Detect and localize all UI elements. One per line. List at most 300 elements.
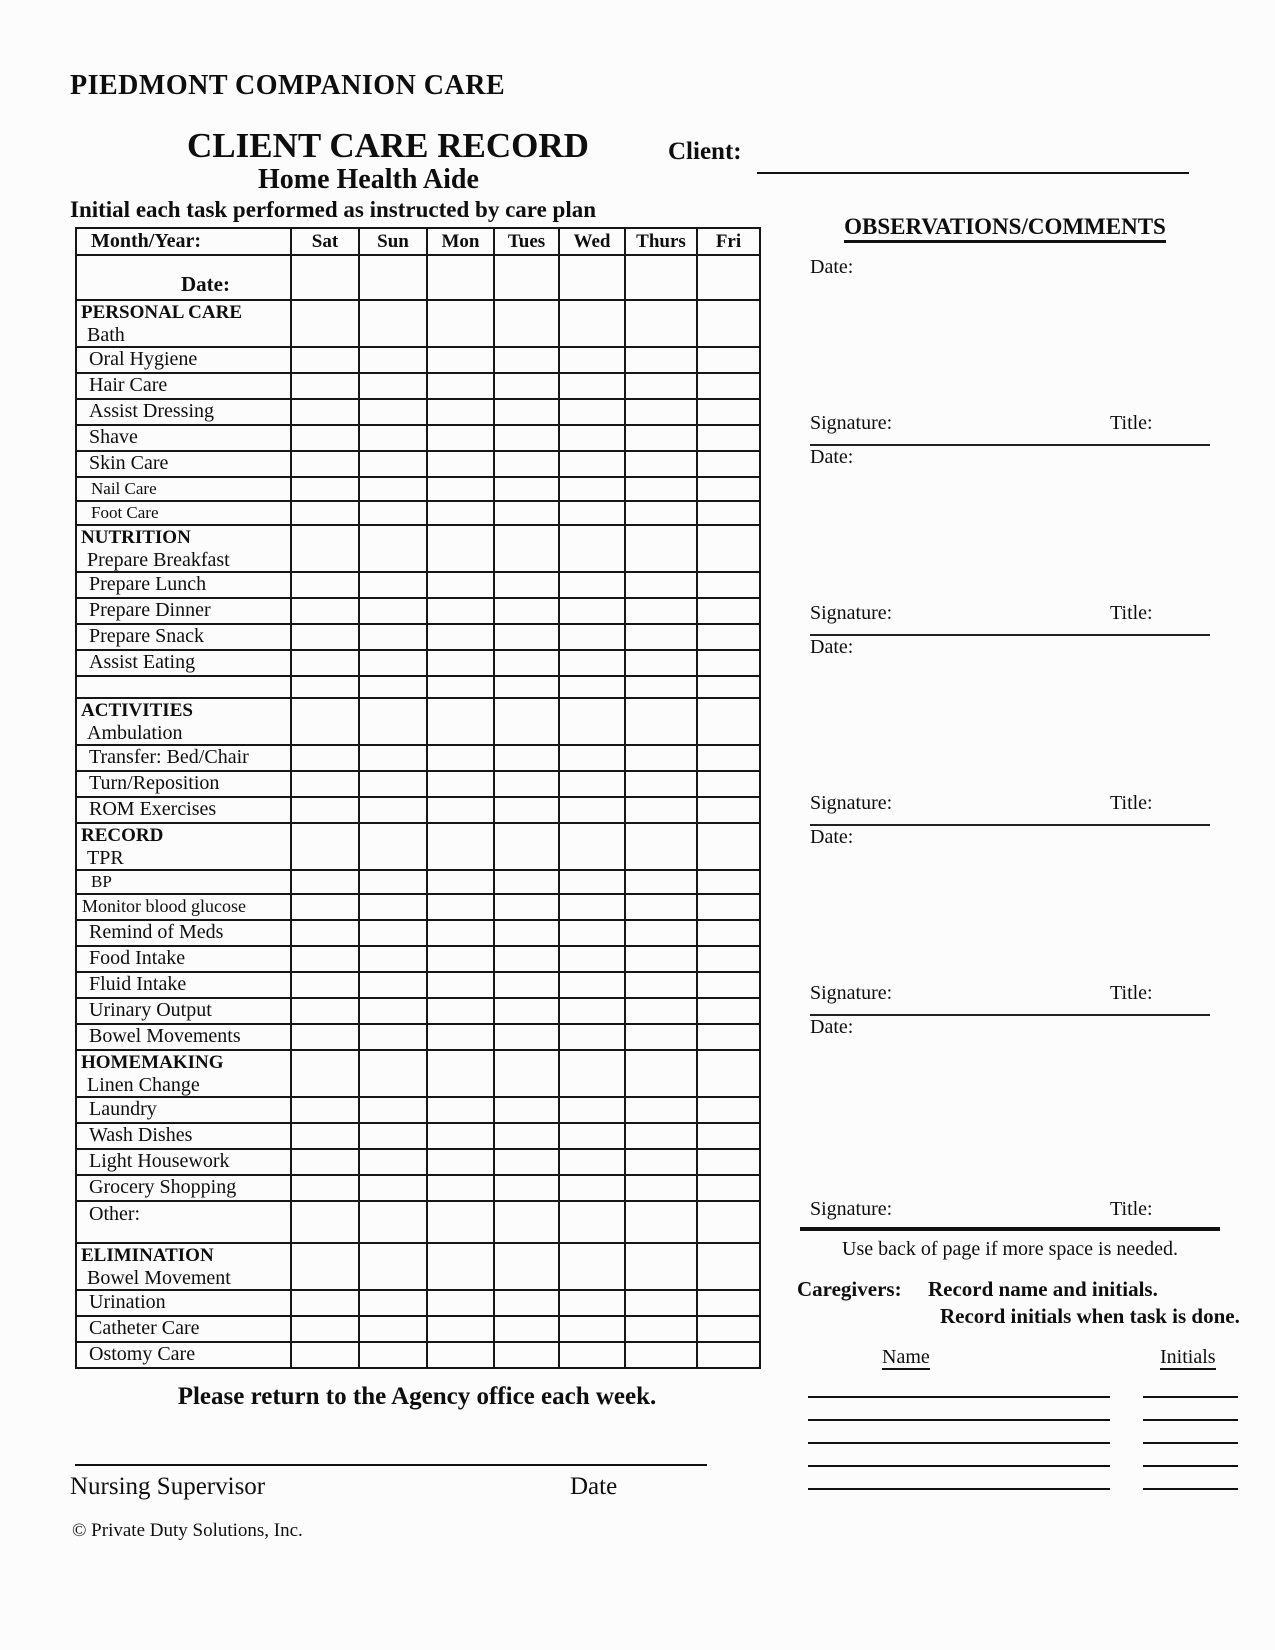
initial-cell [494, 920, 559, 946]
initial-cell [427, 501, 494, 525]
caregiver-name-line [808, 1488, 1110, 1490]
initial-cell [291, 624, 359, 650]
initial-cell [427, 477, 494, 501]
company-name: PIEDMONT COMPANION CARE [70, 70, 506, 101]
initial-cell [291, 998, 359, 1024]
title-label: Title: [1110, 982, 1153, 1004]
task-label: Foot Care [91, 503, 159, 522]
task-label-cell [76, 501, 291, 525]
initial-cell [697, 1290, 760, 1316]
initial-cell [559, 1201, 625, 1243]
initial-cell [625, 771, 697, 797]
table-row [76, 1149, 760, 1175]
initial-cell [291, 920, 359, 946]
task-label-cell [76, 1050, 291, 1097]
initial-cell [559, 501, 625, 525]
day-column-header: Tues [494, 228, 559, 255]
task-label: Ambulation [87, 722, 183, 744]
table-row [76, 1024, 760, 1050]
task-label: Light Housework [89, 1150, 230, 1172]
table-row [76, 745, 760, 771]
initial-cell [427, 1024, 494, 1050]
initial-cell [625, 698, 697, 745]
initial-cell [427, 998, 494, 1024]
initial-cell [494, 451, 559, 477]
initial-cell [359, 300, 427, 347]
table-row [76, 624, 760, 650]
initial-cell [427, 676, 494, 698]
table-row [76, 347, 760, 373]
initial-cell [359, 347, 427, 373]
section-label: PERSONAL CARE [81, 302, 242, 323]
signature-label: Signature: [810, 412, 893, 434]
task-label-cell [76, 373, 291, 399]
initial-cell [559, 477, 625, 501]
initial-cell [494, 1149, 559, 1175]
initial-cell [291, 823, 359, 870]
caregiver-initials-line [1143, 1488, 1238, 1490]
initial-cell [359, 823, 427, 870]
task-label-cell [76, 698, 291, 745]
return-note: Please return to the Agency office each week. [177, 1383, 657, 1410]
initial-cell [625, 1290, 697, 1316]
initial-cell [559, 255, 625, 300]
initial-cell [697, 373, 760, 399]
initial-cell [427, 1149, 494, 1175]
table-row [76, 373, 760, 399]
task-label-cell [76, 1342, 291, 1368]
table-header-row [76, 228, 760, 255]
task-label-cell [76, 998, 291, 1024]
initial-cell [427, 946, 494, 972]
initial-cell [291, 373, 359, 399]
initial-cell [359, 425, 427, 451]
signature-title-row [810, 602, 1210, 625]
initial-cell [625, 399, 697, 425]
initial-cell [625, 501, 697, 525]
initial-cell [291, 1243, 359, 1290]
initial-cell [359, 477, 427, 501]
task-label-cell [76, 1024, 291, 1050]
initial-cell [427, 1201, 494, 1243]
title-label: Title: [1110, 1198, 1153, 1220]
task-label-cell [76, 1149, 291, 1175]
signature-label: Signature: [810, 792, 893, 814]
observation-write-space [810, 1039, 1210, 1198]
initial-cell [494, 1123, 559, 1149]
initial-cell [427, 373, 494, 399]
initial-cell [359, 501, 427, 525]
initial-cell [494, 598, 559, 624]
table-row [76, 1123, 760, 1149]
table-row [76, 1290, 760, 1316]
initial-cell [427, 624, 494, 650]
initial-cell [427, 1243, 494, 1290]
initial-cell [559, 373, 625, 399]
initial-cell [625, 1024, 697, 1050]
task-label-cell [76, 1243, 291, 1290]
task-label: Shave [89, 426, 138, 448]
copyright-text: © Private Duty Solutions, Inc. [72, 1520, 303, 1541]
initial-cell [291, 870, 359, 894]
initial-cell [494, 797, 559, 823]
task-label: Skin Care [89, 452, 169, 474]
task-label-cell [76, 399, 291, 425]
initial-cell [494, 998, 559, 1024]
day-column-header: Thurs [625, 228, 697, 255]
initial-cell [559, 946, 625, 972]
initial-cell [359, 650, 427, 676]
initial-cell [359, 698, 427, 745]
initial-cell [625, 1050, 697, 1097]
observation-date-label: Date: [810, 826, 854, 848]
table-row [76, 823, 760, 870]
table-row [76, 1316, 760, 1342]
initial-cell [559, 998, 625, 1024]
initials-column-header: Initials [1160, 1346, 1216, 1368]
observation-write-space [810, 279, 1210, 412]
initial-cell [625, 451, 697, 477]
section-label: ELIMINATION [81, 1245, 214, 1266]
initial-cell [697, 572, 760, 598]
initial-cell [494, 745, 559, 771]
initial-cell [494, 300, 559, 347]
task-label-cell [76, 797, 291, 823]
observation-write-space [810, 849, 1210, 982]
initial-cell [494, 972, 559, 998]
initial-cell [559, 525, 625, 572]
initial-cell [291, 771, 359, 797]
observation-date-label: Date: [810, 256, 854, 278]
table-row [76, 676, 760, 698]
task-label: Oral Hygiene [89, 348, 198, 370]
initial-cell [559, 771, 625, 797]
initial-cell [427, 1342, 494, 1368]
table-row [76, 1175, 760, 1201]
initial-cell [427, 771, 494, 797]
signature-title-row [810, 412, 1210, 435]
initial-cell [359, 1290, 427, 1316]
initial-cell [359, 399, 427, 425]
initial-cell [697, 255, 760, 300]
initial-cell [697, 946, 760, 972]
day-column-header: Sat [291, 228, 359, 255]
initial-cell [494, 572, 559, 598]
initial-cell [359, 1050, 427, 1097]
table-row [76, 650, 760, 676]
initial-cell [625, 1201, 697, 1243]
initial-cell [559, 1342, 625, 1368]
initial-cell [559, 624, 625, 650]
initial-cell [625, 920, 697, 946]
table-row [76, 598, 760, 624]
initial-cell [559, 572, 625, 598]
initial-cell [359, 1097, 427, 1123]
initial-cell [697, 972, 760, 998]
initial-cell [559, 1149, 625, 1175]
table-row [76, 572, 760, 598]
initial-cell [494, 894, 559, 920]
initial-cell [625, 1175, 697, 1201]
initial-cell [359, 373, 427, 399]
title-label: Title: [1110, 602, 1153, 624]
task-label: Assist Dressing [89, 400, 215, 422]
initial-cell [359, 1123, 427, 1149]
initial-cell [427, 347, 494, 373]
initial-cell [359, 676, 427, 698]
observations-heading-text: OBSERVATIONS/COMMENTS [844, 214, 1166, 243]
initial-cell [494, 1243, 559, 1290]
initial-cell [427, 1175, 494, 1201]
initial-cell [291, 598, 359, 624]
initial-cell [697, 771, 760, 797]
observation-write-space [810, 469, 1210, 602]
initial-cell [697, 1342, 760, 1368]
initial-cell [291, 797, 359, 823]
initial-cell [625, 598, 697, 624]
task-label: Linen Change [87, 1074, 200, 1096]
initial-cell [625, 347, 697, 373]
initial-cell [697, 501, 760, 525]
initial-cell [697, 399, 760, 425]
observation-date-label: Date: [810, 446, 854, 468]
section-divider-line [800, 1227, 1220, 1231]
task-label: Other: [89, 1203, 141, 1225]
caregiver-name-line [808, 1419, 1110, 1421]
initial-cell [427, 698, 494, 745]
initial-cell [697, 1243, 760, 1290]
caregiver-entry-lines [808, 1384, 1238, 1499]
section-label: HOMEMAKING [81, 1052, 224, 1073]
table-row [76, 1097, 760, 1123]
task-label-cell [76, 894, 291, 920]
task-label-cell [76, 1175, 291, 1201]
task-label-cell [76, 525, 291, 572]
initial-cell [427, 598, 494, 624]
initial-cell [291, 946, 359, 972]
initial-cell [291, 300, 359, 347]
initial-cell [359, 946, 427, 972]
initial-cell [697, 823, 760, 870]
initial-cell [559, 1024, 625, 1050]
initial-cell [559, 300, 625, 347]
initial-cell [494, 870, 559, 894]
initial-cell [427, 1123, 494, 1149]
task-label-cell [76, 572, 291, 598]
table-row [76, 998, 760, 1024]
task-label: Laundry [89, 1098, 157, 1120]
task-label: ROM Exercises [89, 798, 217, 820]
task-label: Wash Dishes [89, 1124, 193, 1146]
initial-cell [697, 1050, 760, 1097]
client-label: Client: [668, 138, 742, 165]
initial-cell [291, 347, 359, 373]
observation-entry [810, 446, 1210, 636]
initial-cell [697, 347, 760, 373]
initial-cell [697, 525, 760, 572]
initial-cell [697, 894, 760, 920]
caregiver-line-row [808, 1407, 1238, 1430]
task-label-cell [76, 920, 291, 946]
task-label-cell [76, 477, 291, 501]
initial-cell [625, 946, 697, 972]
caregiver-line-row [808, 1430, 1238, 1453]
form-title: CLIENT CARE RECORD [187, 126, 589, 165]
initial-cell [625, 998, 697, 1024]
initial-cell [427, 1316, 494, 1342]
use-back-note: Use back of page if more space is needed. [842, 1238, 1178, 1260]
initial-cell [625, 650, 697, 676]
task-label-cell [76, 624, 291, 650]
initial-cell [291, 894, 359, 920]
table-row [76, 972, 760, 998]
initial-cell [697, 598, 760, 624]
initial-cell [697, 650, 760, 676]
initial-cell [494, 650, 559, 676]
initial-cell [625, 676, 697, 698]
initial-cell [427, 870, 494, 894]
initial-cell [559, 972, 625, 998]
task-label: TPR [87, 847, 124, 869]
initial-cell [697, 477, 760, 501]
initial-cell [697, 624, 760, 650]
initial-cell [559, 598, 625, 624]
task-label-cell [76, 676, 291, 698]
initial-cell [359, 255, 427, 300]
initial-cell [625, 797, 697, 823]
table-row [76, 771, 760, 797]
initial-cell [291, 650, 359, 676]
task-label-cell [76, 347, 291, 373]
task-label-cell [76, 870, 291, 894]
initial-cell [559, 894, 625, 920]
initial-cell [427, 525, 494, 572]
initial-cell [494, 1342, 559, 1368]
initial-cell [559, 920, 625, 946]
initial-cell [359, 920, 427, 946]
task-label: Urination [89, 1291, 166, 1313]
initial-cell [625, 300, 697, 347]
task-label-cell [76, 451, 291, 477]
nursing-supervisor-label: Nursing Supervisor [70, 1473, 266, 1500]
initial-cell [427, 745, 494, 771]
caregivers-line2: Record initials when task is done. [940, 1304, 1240, 1328]
task-label: BP [91, 872, 112, 891]
initial-cell [494, 771, 559, 797]
caregivers-instructions [797, 1276, 1240, 1330]
initial-cell [697, 1201, 760, 1243]
initial-cell [697, 1024, 760, 1050]
initial-cell [494, 1201, 559, 1243]
initial-cell [697, 1175, 760, 1201]
observation-date-label: Date: [810, 636, 854, 658]
task-label: Bowel Movements [89, 1025, 241, 1047]
initial-cell [559, 698, 625, 745]
initial-cell [427, 1290, 494, 1316]
observation-entry [810, 636, 1210, 826]
observations-heading [790, 214, 1220, 240]
date-row-label: Date: [76, 255, 291, 300]
initial-cell [494, 525, 559, 572]
name-column-header: Name [882, 1346, 930, 1368]
initial-cell [494, 1175, 559, 1201]
initial-cell [494, 347, 559, 373]
caregiver-initials-line [1143, 1396, 1238, 1398]
initial-cell [427, 823, 494, 870]
initial-cell [697, 451, 760, 477]
task-label-cell [76, 1316, 291, 1342]
signature-title-row [810, 792, 1210, 815]
initial-cell [625, 1342, 697, 1368]
initial-cell [559, 1050, 625, 1097]
initial-cell [625, 624, 697, 650]
initial-cell [291, 425, 359, 451]
caregiver-initials-line [1143, 1442, 1238, 1444]
initial-cell [625, 870, 697, 894]
day-column-header: Sun [359, 228, 427, 255]
task-label-cell [76, 598, 291, 624]
initial-cell [625, 525, 697, 572]
table-row [76, 399, 760, 425]
initial-cell [625, 255, 697, 300]
table-row [76, 870, 760, 894]
initial-cell [291, 1175, 359, 1201]
table-row [76, 946, 760, 972]
initial-cell [291, 1123, 359, 1149]
initial-cell [494, 373, 559, 399]
initial-cell [625, 572, 697, 598]
initial-cell [494, 1024, 559, 1050]
task-label-cell [76, 650, 291, 676]
table-row [76, 797, 760, 823]
task-label-cell [76, 1123, 291, 1149]
initial-cell [291, 676, 359, 698]
instruction-text: Initial each task performed as instructed by care plan [70, 197, 597, 222]
initial-cell [427, 572, 494, 598]
initial-cell [291, 1097, 359, 1123]
caregiver-line-row [808, 1476, 1238, 1499]
initial-cell [494, 946, 559, 972]
initial-cell [625, 1123, 697, 1149]
initial-cell [494, 1290, 559, 1316]
initial-cell [427, 255, 494, 300]
section-label: ACTIVITIES [81, 700, 193, 721]
initial-cell [559, 451, 625, 477]
initial-cell [359, 998, 427, 1024]
initial-cell [359, 894, 427, 920]
initial-cell [625, 477, 697, 501]
table-row [76, 501, 760, 525]
initial-cell [559, 745, 625, 771]
date-row [76, 255, 760, 300]
supervisor-signature-line [75, 1464, 707, 1466]
initial-cell [494, 624, 559, 650]
table-row [76, 525, 760, 572]
initial-cell [559, 399, 625, 425]
task-label: Turn/Reposition [89, 772, 220, 794]
task-label-cell [76, 972, 291, 998]
initial-cell [625, 972, 697, 998]
task-label: Fluid Intake [89, 973, 187, 995]
task-label: Grocery Shopping [89, 1176, 237, 1198]
initial-cell [291, 572, 359, 598]
initial-cell [559, 1175, 625, 1201]
caregiver-name-line [808, 1442, 1110, 1444]
task-label: Hair Care [89, 374, 168, 396]
initial-cell [427, 1097, 494, 1123]
initial-cell [559, 797, 625, 823]
month-year-header: Month/Year: [76, 228, 291, 255]
